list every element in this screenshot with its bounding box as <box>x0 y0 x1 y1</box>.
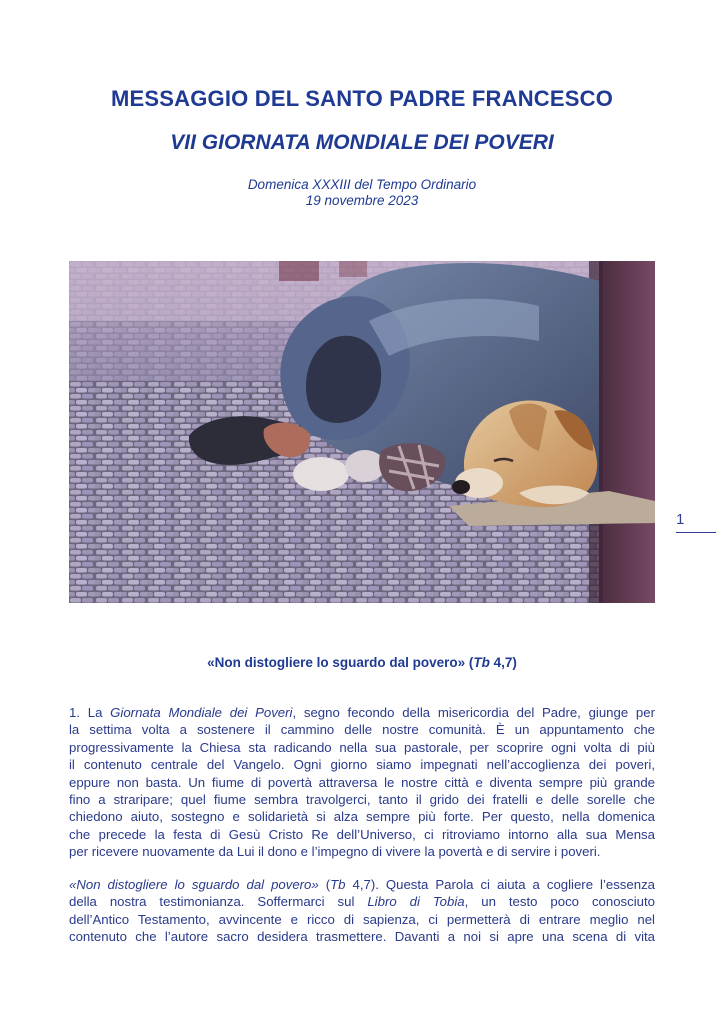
line-text: , segno fecondo della misericordia del Padre, giunge per <box>292 705 655 720</box>
paragraph-line: per ricevere nuovamente da Lui il dono e l’impegno di vivere la povertà e di servire i poveri. <box>69 844 601 860</box>
cover-painting <box>69 261 655 603</box>
paragraph-2 <box>69 876 655 946</box>
paragraph-line: che precede la festa di Gesù Cristo Re dell’Universo, ci ritroviamo intorno alla sua Mensa <box>69 826 655 842</box>
paragraph-line <box>69 876 655 893</box>
event-title: VII GIORNATA MONDIALE DEI POVERI <box>170 131 554 154</box>
paragraph-line: progressivamente la Chiesa sta radicando nella sua pastorale, per scoprire ogni volta di più <box>69 739 655 755</box>
line-text: della nostra testimonianza. Soffermarci sul <box>69 894 368 910</box>
paragraph-line: la settima volta a sostenere il cammino delle nostre comunità. È un appuntamento che <box>69 722 655 738</box>
theme-quote <box>0 655 724 670</box>
paragraph-number: 1. La <box>69 705 111 720</box>
paragraph-line: dell’Antico Testamento, avvincente e ricco di sapienza, ci permetterà di entrare meglio nel <box>69 911 655 927</box>
emphasis-giornata: Giornata Mondiale dei Poveri <box>110 705 293 720</box>
paragraph-line <box>69 893 655 910</box>
emphasis-libro-tobia: Libro di Tobia <box>367 894 465 910</box>
paragraph-line: chiedono aiuto, sostegno e solidarietà si alza sempre più forte. Per questo, nella domenica <box>69 809 655 825</box>
liturgical-occasion: Domenica XXXIII del Tempo Ordinario <box>247 177 477 192</box>
line-text: 4,7). Questa Parola ci aiuta a cogliere l’essenza <box>345 877 655 892</box>
paragraph-line: il contenuto centrale del Vangelo. Ogni giorno siamo impegnati nell’accoglienza dei poveri, <box>69 757 655 773</box>
emphasis-book: Tb <box>330 877 346 892</box>
quote-book-ref: Tb <box>473 655 490 670</box>
page-number: 1 <box>676 511 685 528</box>
paragraph-line <box>69 704 655 721</box>
message-title: MESSAGGIO DEL SANTO PADRE FRANCESCO <box>110 86 614 111</box>
event-date: 19 novembre 2023 <box>305 193 419 208</box>
quote-text: «Non distogliere lo sguardo dal povero» ( <box>207 655 474 670</box>
page-number-rule <box>676 532 716 533</box>
paragraph-1 <box>69 704 655 861</box>
line-text: ( <box>318 877 331 892</box>
quote-verse-ref: 4,7) <box>489 655 517 670</box>
paragraph-line: fino a straripare; quel fiume sembra travolgerci, tanto il grido dei fratelli e delle sorelle che <box>69 792 655 808</box>
line-text: , un testo poco conosciuto <box>464 894 655 910</box>
paragraph-line: eppure non basta. Un fiume di povertà attraversa le nostre città e diventa sempre più grande <box>69 774 655 790</box>
paragraph-line: contenuto che l’autore sacro desidera trasmettere. Davanti a noi si apre una scena di vita <box>69 929 655 945</box>
emphasis-quote: «Non distogliere lo sguardo dal povero» <box>69 877 319 892</box>
